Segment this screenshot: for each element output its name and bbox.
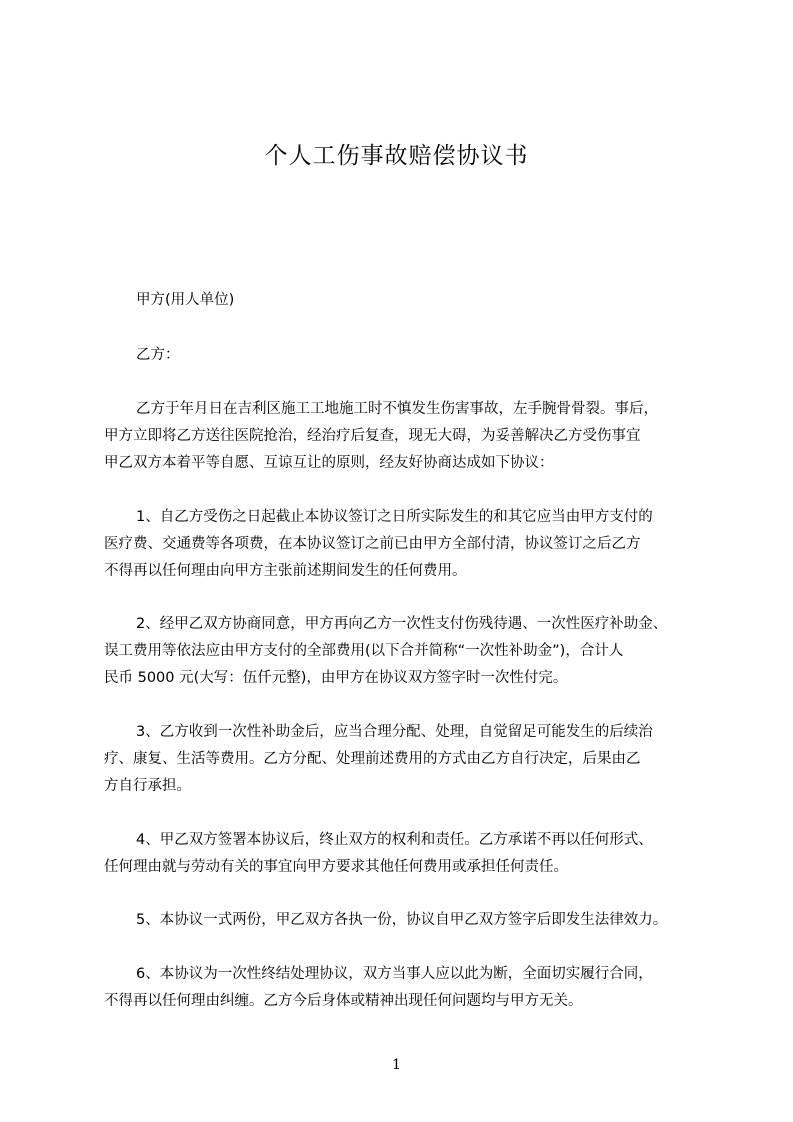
clause-line: 民币 5000 元(大写：伍仟元整)，由甲方在协议双方签字时一次性付完。 bbox=[104, 670, 568, 686]
page-number: 1 bbox=[392, 1057, 401, 1073]
clause-line: 6、本协议为一次性终结处理协议，双方当事人应以此为断，全面切实履行合同， bbox=[136, 966, 653, 982]
intro-line: 甲乙双方本着平等自愿、互谅互让的原则，经友好协商达成如下协议： bbox=[104, 455, 554, 471]
clause-line: 3、乙方收到一次性补助金后，应当合理分配、处理，自觉留足可能发生的后续治 bbox=[136, 724, 653, 740]
clause-line: 5、本协议一式两份，甲乙双方各执一份，协议自甲乙双方签字后即发生法律效力。 bbox=[136, 912, 668, 928]
clause-line: 2、经甲乙双方协商同意，甲方再向乙方一次性支付伤残待遇、一次性医疗补助金、 bbox=[136, 616, 668, 632]
party-b-label: 乙方： bbox=[136, 347, 180, 363]
clause-line: 误工费用等依法应由甲方支付的全部费用(以下合并简称“一次性补助金”)，合计人 bbox=[104, 643, 624, 659]
clause-line: 医疗费、交通费等各项费，在本协议签订之前已由甲方全部付清，协议签订之后乙方 bbox=[104, 536, 641, 552]
document-title: 个人工伤事故赔偿协议书 bbox=[264, 143, 529, 169]
party-a-label: 甲方(用人单位) bbox=[136, 292, 235, 308]
clause-line: 疗、康复、生活等费用。乙方分配、处理前述费用的方式由乙方自行决定，后果由乙 bbox=[104, 751, 641, 767]
clause-line: 任何理由就与劳动有关的事宜向甲方要求其他任何费用或承担任何责任。 bbox=[104, 859, 568, 875]
clause-line: 4、甲乙双方签署本协议后，终止双方的权利和责任。乙方承诺不再以任何形式、 bbox=[136, 832, 653, 848]
clause-line: 不得再以任何理由纠缠。乙方今后身体或精神出现任何问题均与甲方无关。 bbox=[104, 993, 583, 1009]
intro-line: 乙方于年月日在吉利区施工工地施工时不慎发生伤害事故，左手腕骨骨裂。事后， bbox=[136, 401, 658, 417]
clause-line: 不得再以任何理由向甲方主张前述期间发生的任何费用。 bbox=[104, 563, 467, 579]
clause-line: 1、自乙方受伤之日起截止本协议签订之日所实际发生的和其它应当由甲方支付的 bbox=[136, 509, 653, 525]
clause-line: 方自行承担。 bbox=[104, 778, 191, 794]
intro-line: 甲方立即将乙方送往医院抢治，经治疗后复查，现无大碍，为妥善解决乙方受伤事宜 bbox=[104, 428, 641, 444]
